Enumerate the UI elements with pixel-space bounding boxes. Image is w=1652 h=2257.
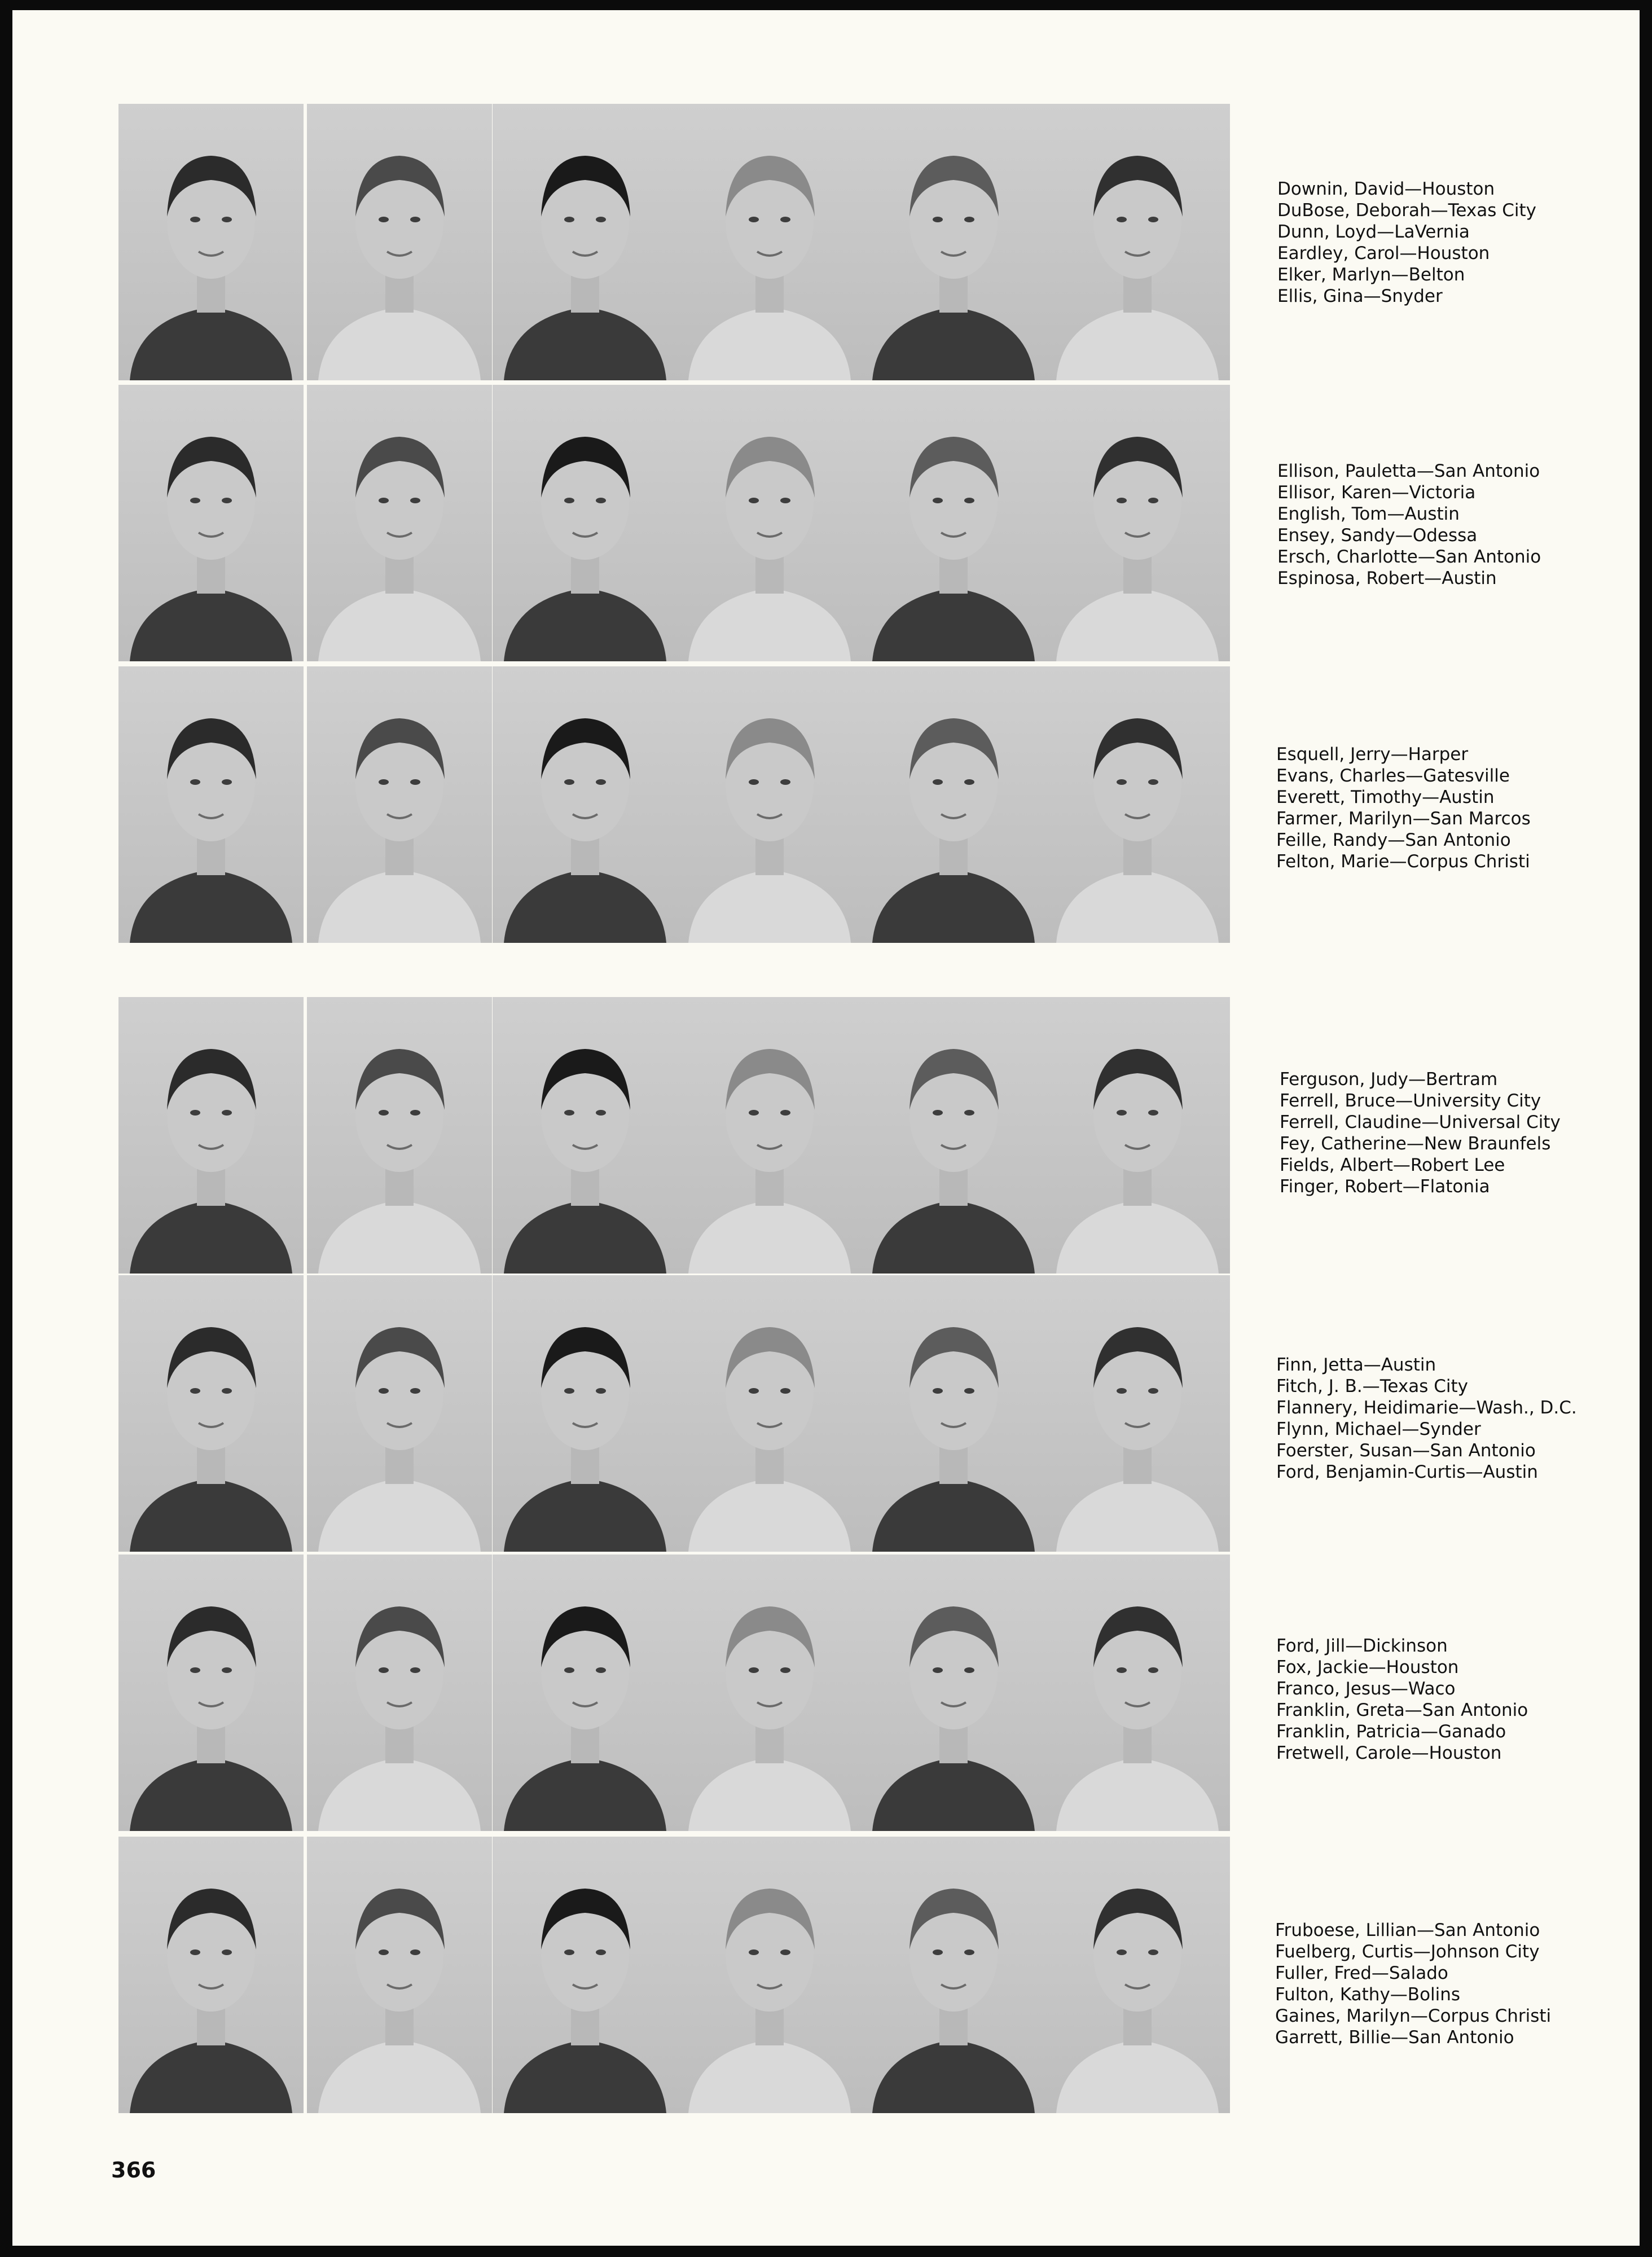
student-name: Finger, Robert—Flatonia [1280,1176,1490,1197]
student-name: Ensey, Sandy—Odessa [1277,525,1478,546]
student-name: Ellison, Pauletta—San Antonio [1277,461,1540,481]
portrait-photo [118,385,304,661]
portrait-photo [1045,104,1230,380]
portrait-photo [307,997,492,1274]
student-name: Ellisor, Karen—Victoria [1277,482,1476,503]
portrait-photo [1045,997,1230,1274]
name-list [1277,460,1541,589]
portrait-photo [307,104,492,380]
portrait-photo [118,1837,304,2113]
student-name: Farmer, Marilyn—San Marcos [1276,809,1531,829]
student-name: Foerster, Susan—San Antonio [1276,1441,1536,1461]
student-name: Downin, David—Houston [1277,179,1495,199]
student-name: Garrett, Billie—San Antonio [1275,2027,1514,2048]
portrait-photo [118,1275,304,1552]
student-name: Fruboese, Lillian—San Antonio [1275,1920,1540,1940]
name-list [1276,1354,1577,1483]
student-name: Fuller, Fred—Salado [1275,1963,1448,1983]
name-list [1276,744,1531,872]
student-name: Dunn, Loyd—LaVernia [1277,222,1470,242]
student-name: Franklin, Greta—San Antonio [1276,1700,1528,1720]
portrait-photo [1045,666,1230,943]
portrait-photo [861,1837,1046,2113]
page-number: 366 [111,2158,156,2183]
student-name: Espinosa, Robert—Austin [1277,568,1497,589]
portrait-photo [307,666,492,943]
portrait-photo [307,1837,492,2113]
student-name: Ellis, Gina—Snyder [1277,286,1443,306]
student-name: Ford, Jill—Dickinson [1276,1636,1448,1656]
student-name: Ersch, Charlotte—San Antonio [1277,547,1541,567]
portrait-photo [118,666,304,943]
student-name: Fretwell, Carole—Houston [1276,1743,1502,1763]
portrait-photo [861,997,1046,1274]
name-list [1276,1635,1528,1764]
portrait-photo [677,1275,862,1552]
portrait-photo [677,104,862,380]
portrait-photo [861,666,1046,943]
student-name: Everett, Timothy—Austin [1276,787,1495,807]
student-name: Fey, Catherine—New Braunfels [1280,1134,1551,1154]
portrait-photo [493,104,678,380]
portrait-photo [1045,1275,1230,1552]
student-name: Ferrell, Bruce—University City [1280,1091,1541,1111]
student-name: Feille, Randy—San Antonio [1276,830,1511,850]
portrait-photo [677,1837,862,2113]
student-name: Ford, Benjamin-Curtis—Austin [1276,1462,1538,1482]
portrait-photo [1045,385,1230,661]
student-name: Fox, Jackie—Houston [1276,1657,1459,1678]
student-name: Ferrell, Claudine—Universal City [1280,1112,1561,1132]
student-name: Finn, Jetta—Austin [1276,1355,1436,1375]
student-name: Felton, Marie—Corpus Christi [1276,851,1530,872]
portrait-photo [118,104,304,380]
student-name: Eardley, Carol—Houston [1277,243,1490,264]
student-name: Elker, Marlyn—Belton [1277,265,1465,285]
student-name: Evans, Charles—Gatesville [1276,766,1510,786]
portrait-photo [677,666,862,943]
portrait-photo [118,997,304,1274]
portrait-photo [493,1275,678,1552]
student-name: Gaines, Marilyn—Corpus Christi [1275,2006,1552,2026]
yearbook-page [12,10,1640,2246]
student-name: Fulton, Kathy—Bolins [1275,1984,1461,2005]
student-name: Fields, Albert—Robert Lee [1280,1155,1505,1175]
student-name: Flynn, Michael—Synder [1276,1419,1481,1439]
student-name: Franco, Jesus—Waco [1276,1679,1456,1699]
portrait-photo [861,385,1046,661]
portrait-photo [118,1555,304,1831]
portrait-photo [307,1275,492,1552]
name-list [1277,178,1536,307]
student-name: Fitch, J. B.—Texas City [1276,1376,1469,1397]
portrait-photo [493,1555,678,1831]
portrait-photo [493,666,678,943]
portrait-photo [1045,1837,1230,2113]
portrait-photo [307,385,492,661]
portrait-photo [861,1555,1046,1831]
student-name: Fuelberg, Curtis—Johnson City [1275,1942,1540,1962]
portrait-photo [677,1555,862,1831]
student-name: DuBose, Deborah—Texas City [1277,200,1536,221]
name-list [1275,1920,1551,2048]
portrait-photo [677,997,862,1274]
portrait-photo [1045,1555,1230,1831]
portrait-photo [307,1555,492,1831]
student-name: Esquell, Jerry—Harper [1276,744,1469,765]
portrait-photo [493,997,678,1274]
student-name: Ferguson, Judy—Bertram [1280,1069,1498,1090]
portrait-photo [493,385,678,661]
student-name: English, Tom—Austin [1277,504,1460,524]
portrait-photo [861,1275,1046,1552]
name-list [1280,1069,1561,1197]
portrait-photo [861,104,1046,380]
student-name: Flannery, Heidimarie—Wash., D.C. [1276,1398,1577,1418]
student-name: Franklin, Patricia—Ganado [1276,1722,1506,1742]
portrait-photo [493,1837,678,2113]
portrait-photo [677,385,862,661]
